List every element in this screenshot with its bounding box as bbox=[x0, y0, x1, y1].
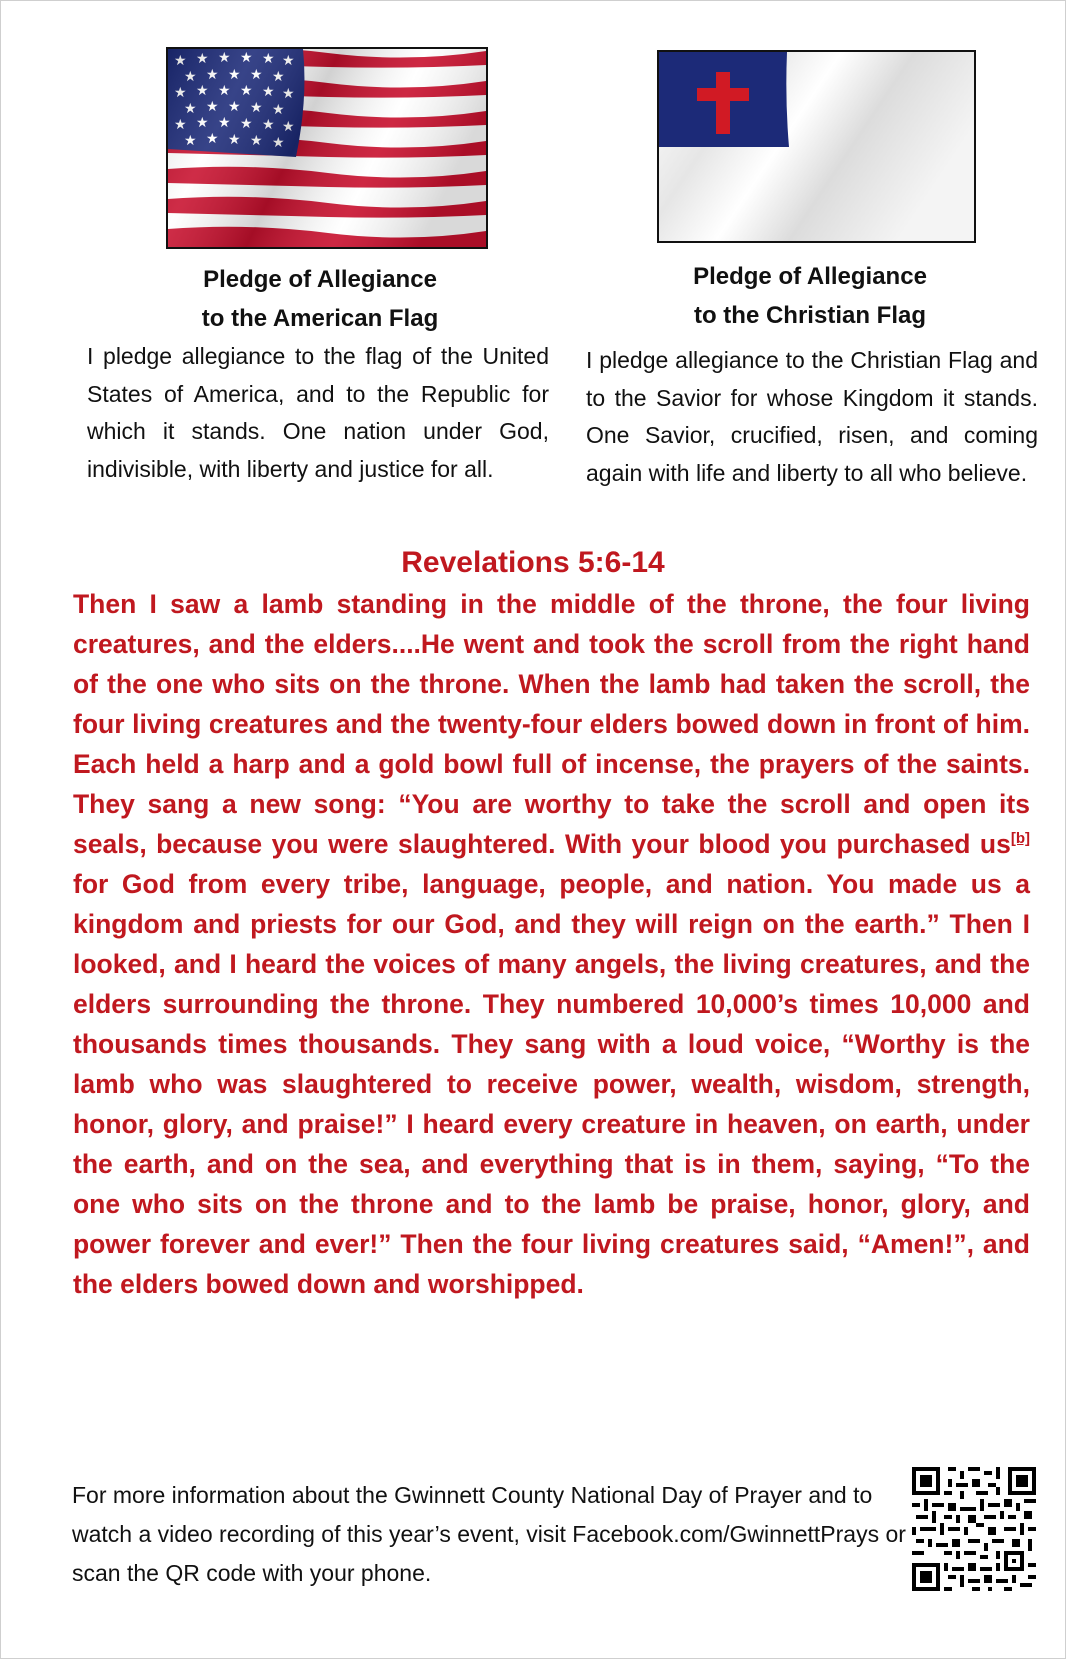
footer-info-text: For more information about the Gwinnett County National Day of Prayer and to watch a video recording of this year’s event, visit Facebook.com/GwinnettPrays or scan the QR code with your phone. bbox=[72, 1482, 906, 1586]
qr-code-graphic bbox=[908, 1463, 1040, 1595]
christian-flag-icon bbox=[657, 50, 976, 243]
american-pledge-text: I pledge allegiance to the flag of the United States of America, and to the Republic for which it stands. One nation under God, indivisible, with liberty and justice for all. bbox=[87, 343, 549, 482]
christian-flag-graphic bbox=[659, 52, 974, 241]
christian-pledge-text: I pledge allegiance to the Christian Flag and to the Savior for whose Kingdom it stands. One Savior, crucified, risen, and coming again with life and liberty to all who believe. bbox=[586, 347, 1038, 486]
american-pledge-title-line1: Pledge of Allegiance bbox=[203, 266, 437, 293]
christian-pledge-title-line2: to the Christian Flag bbox=[693, 302, 926, 329]
qr-code-icon bbox=[908, 1463, 1040, 1595]
american-pledge-title bbox=[160, 260, 480, 338]
scripture-text-part1: Then I saw a lamb standing in the middle of the throne, the four living creatures, and the elders....He went and took the scroll from the right hand of the one who sits on the throne. When the lamb had taken the scroll, the four living creatures and the twenty-four elders bowed down in front of him. Each held a harp and a gold bowl full of incense, the prayers of the saints. They sang a new song: “You are worthy to take the scroll and open its seals, because you were slaughtered. With your blood you purchased us bbox=[73, 589, 1030, 859]
scripture-title: Revelations 5:6-14 bbox=[401, 546, 665, 579]
scripture-text bbox=[73, 584, 1030, 1304]
american-pledge-title-line2: to the American Flag bbox=[201, 305, 439, 332]
scripture-text-part2: for God from every tribe, language, people, and nation. You made us a kingdom and priests for our God, and they will reign on the earth.” Then I looked, and I heard the voices of many angels, the living creatures, and the elders surrounding the throne. They numbered 10,000’s times 10,000 and thousands times thousands. They sang with a loud voice, “Worthy is the lamb who was slaughtered to receive power, wealth, wisdom, strength, honor, glory, and praise!” I heard every creature in heaven, on earth, under the earth, and on the sea, and everything that is in them, saying, “To the one who sits on the throne and to the lamb be praise, honor, glory, and power forever and ever!” Then the four living creatures said, “Amen!”, and the elders bowed down and worshipped. bbox=[73, 869, 1030, 1299]
christian-pledge-title-line1: Pledge of Allegiance bbox=[693, 263, 927, 290]
footnote-link[interactable]: [b] bbox=[1010, 830, 1030, 848]
american-flag-graphic bbox=[168, 49, 486, 247]
american-flag-icon bbox=[166, 47, 488, 249]
christian-pledge-title bbox=[650, 257, 970, 335]
